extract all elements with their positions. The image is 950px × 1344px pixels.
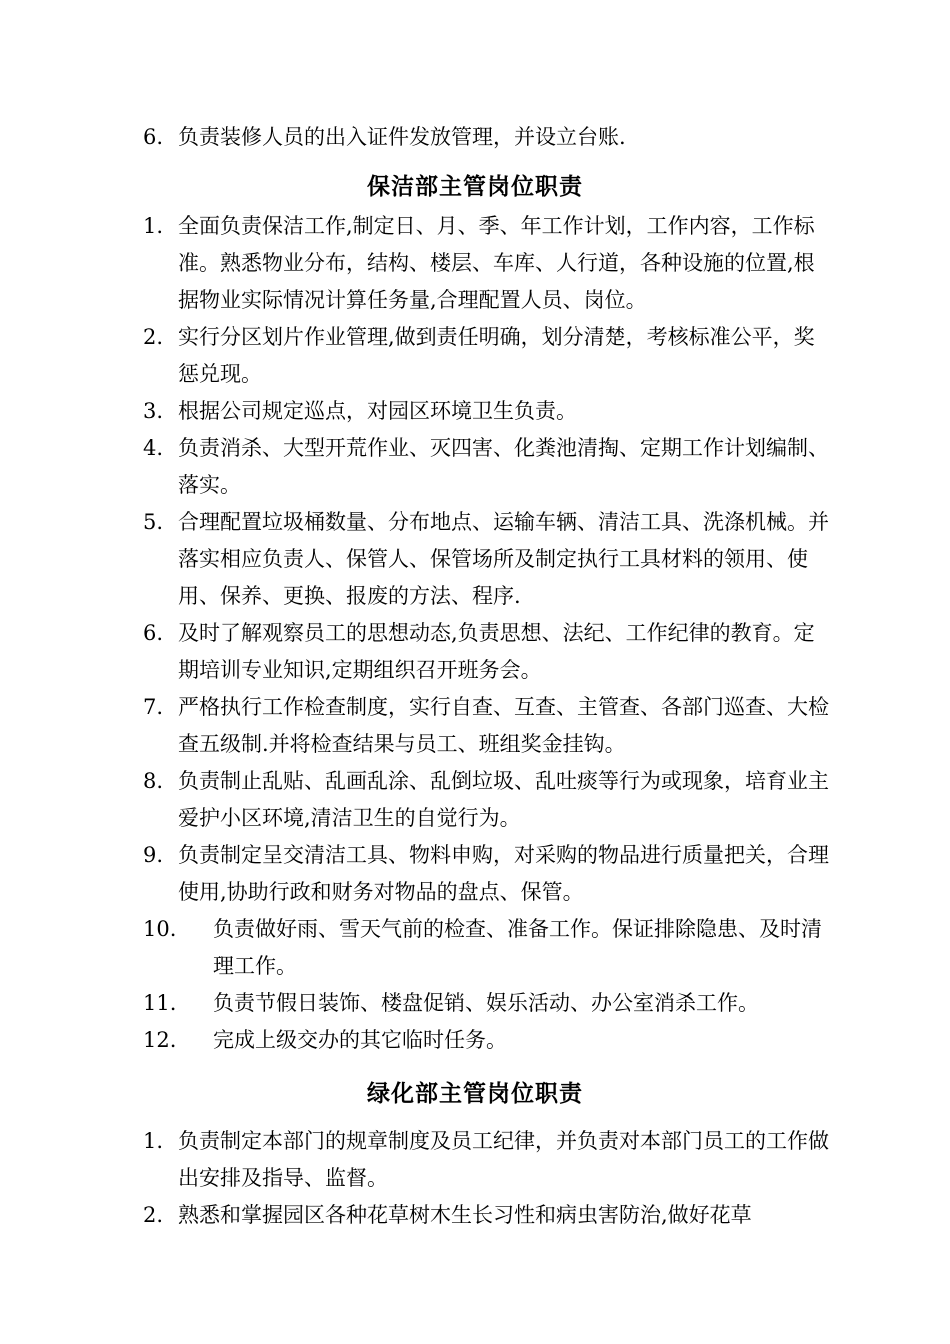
- item-number: 9.: [143, 843, 164, 867]
- item-text: 完成上级交办的其它临时任务。: [213, 1028, 507, 1052]
- list-item: [0, 1123, 830, 1197]
- item-number: 6.: [143, 125, 164, 149]
- item-number: 12.: [143, 1028, 177, 1052]
- item-text: 负责装修人员的出入证件发放管理，并设立台账.: [178, 125, 626, 149]
- item-number: 6.: [143, 621, 164, 645]
- item-number: 10.: [143, 917, 177, 941]
- list-item: [0, 763, 830, 837]
- section-title-cleaning: 保洁部主管岗位职责: [367, 173, 583, 200]
- item-text: 及时了解观察员工的思想动态,负责思想、法纪、工作纪律的教育。定期培训专业知识,定期组织召开班务会。: [178, 621, 815, 682]
- item-text: 根据公司规定巡点，对园区环境卫生负责。: [178, 399, 577, 423]
- list-item: [0, 1197, 830, 1234]
- list-item: [0, 504, 830, 615]
- item-text: 负责做好雨、雪天气前的检查、准备工作。保证排除隐患、及时清理工作。: [213, 917, 822, 978]
- item-number: 2.: [143, 325, 164, 349]
- item-number: 7.: [143, 695, 164, 719]
- item-number: 5.: [143, 510, 164, 534]
- item-number: 3.: [143, 399, 164, 423]
- item-number: 1.: [143, 214, 164, 238]
- list-item: [0, 615, 830, 689]
- item-text: 负责制定呈交清洁工具、物料申购，对采购的物品进行质量把关，合理使用,协助行政和财务对物品的盘点、保管。: [178, 843, 829, 904]
- list-item: [0, 119, 830, 156]
- item-text: 实行分区划片作业管理,做到责任明确，划分清楚，考核标准公平，奖惩兑现。: [178, 325, 815, 386]
- list-item: [0, 1022, 830, 1059]
- list-item: [0, 393, 830, 430]
- item-text: 负责消杀、大型开荒作业、灭四害、化粪池清掏、定期工作计划编制、落实。: [178, 436, 829, 497]
- item-text: 合理配置垃圾桶数量、分布地点、运输车辆、清洁工具、洗涤机械。并落实相应负责人、保管人、保管场所及制定执行工具材料的领用、使用、保养、更换、报废的方法、程序.: [178, 510, 829, 608]
- list-item: [0, 985, 830, 1022]
- item-text: 负责制止乱贴、乱画乱涂、乱倒垃圾、乱吐痰等行为或现象，培育业主爱护小区环境,清洁卫生的自觉行为。: [178, 769, 829, 830]
- list-item: [0, 208, 830, 319]
- item-number: 8.: [143, 769, 164, 793]
- item-text: 熟悉和掌握园区各种花草树木生长习性和病虫害防治,做好花草: [178, 1203, 752, 1227]
- list-item: [0, 689, 830, 763]
- section-title-greening: 绿化部主管岗位职责: [367, 1080, 583, 1107]
- item-text: 严格执行工作检查制度，实行自查、互查、主管查、各部门巡查、大检查五级制.并将检查结果与员工、班组奖金挂钩。: [178, 695, 829, 756]
- item-number: 11.: [143, 991, 177, 1015]
- item-number: 2.: [143, 1203, 164, 1227]
- item-text: 负责节假日装饰、楼盘促销、娱乐活动、办公室消杀工作。: [213, 991, 759, 1015]
- item-text: 全面负责保洁工作,制定日、月、季、年工作计划，工作内容，工作标准。熟悉物业分布，结构、楼层、车库、人行道，各种设施的位置,根据物业实际情况计算任务量,合理配置人员、岗位。: [178, 214, 815, 312]
- item-text: 负责制定本部门的规章制度及员工纪律，并负责对本部门员工的工作做出安排及指导、监督。: [178, 1129, 829, 1190]
- list-item: [0, 430, 830, 504]
- item-number: 1.: [143, 1129, 164, 1153]
- list-item: [0, 911, 830, 985]
- item-number: 4.: [143, 436, 164, 460]
- list-item: [0, 319, 830, 393]
- list-item: [0, 837, 830, 911]
